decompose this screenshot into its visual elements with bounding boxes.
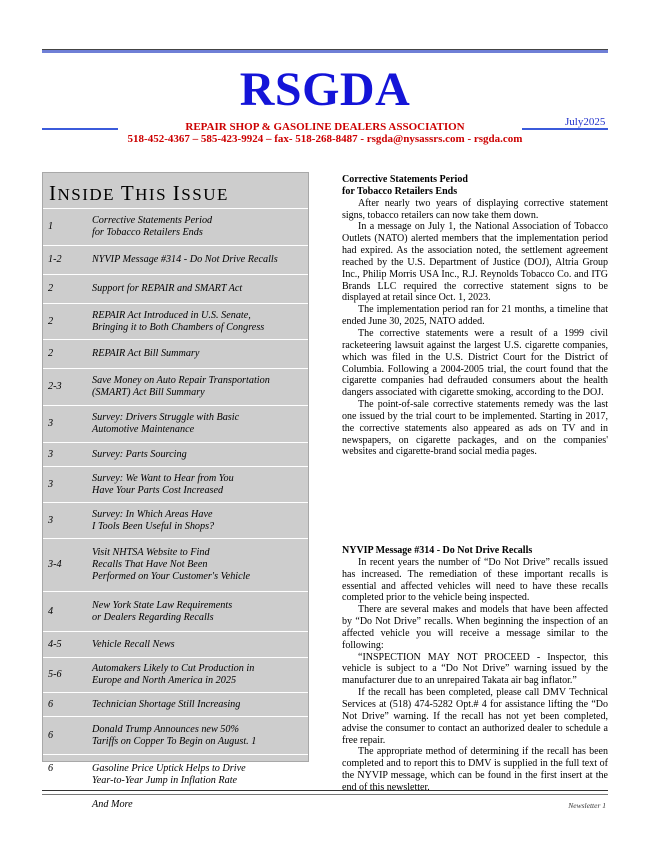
toc-item[interactable]: 2 Support for REPAIR and SMART Act [43,275,308,304]
article-corrective-statements [342,174,608,458]
toc-item[interactable]: 3 Survey: In Which Areas Have I Tools Been Useful in Shops? [43,503,308,539]
toc-item[interactable]: 6 Donald Trump Announces new 50% Tariffs on Copper To Begin on August. 1 [43,717,308,755]
issue-date: July2025 [565,116,606,128]
toc-item[interactable]: 2 REPAIR Act Introduced in U.S. Senate, Bringing it to Both Chambers of Congress [43,304,308,340]
toc-item[interactable]: 4-5 Vehicle Recall News [43,632,308,658]
toc-item[interactable]: 2-3 Save Money on Auto Repair Transportation (SMART) Act Bill Summary [43,369,308,406]
toc-item[interactable]: 6 Technician Shortage Still Increasing [43,693,308,717]
inside-this-issue-box [42,172,309,810]
article-paragraph: There are several makes and models that have been affected by “Do Not Drive” recalls. When beginning the inspection of an affected vehicle you will receive a message similar to the following: [342,604,608,651]
article-paragraph: The appropriate method of determining if the recall has been completed and to report this to DMV is supplied in the full text of the NYVIP message, which can be found in the first insert at the end of this newsletter. [342,746,608,793]
toc-item[interactable]: 3 Survey: Drivers Struggle with Basic Automotive Maintenance [43,406,308,443]
contact-line: 518-452-4367 – 585-423-9924 – fax- 518-268-8487 - rsgda@nysassrs.com - rsgda.com [127,133,523,145]
article-paragraph: In recent years the number of “Do Not Drive” recalls issued has increased. The remediation of these important recalls is essential and affected vehicles will need to have these recalls completed prior to the vehicle being inspected. [342,556,608,604]
bottom-rule [42,790,608,795]
toc-item[interactable]: 3-4 Visit NHTSA Website to Find Recalls That Have Not Been Performed on Your Customer's Vehicle [43,539,308,592]
toc-item[interactable]: 1 Corrective Statements Period for Tobacco Retailers Ends [43,209,308,246]
article-title: NYVIP Message #314 - Do Not Drive Recalls [342,545,533,556]
article-paragraph: In a message on July 1, the National Association of Tobacco Outlets (NATO) alerted members that the implementation period had expired. As the association noted, the settlement agreement reached by the U.S. Department of Justice (DOJ), Altria Group Inc., Philip Morris USA Inc., R.J. Reynolds Tobacco Co. and ITG Brands LLC required the corrective statement signs to be displayed at retail since Oct. 1, 2023. [342,221,608,304]
association-name: REPAIR SHOP & GASOLINE DEALERS ASSOCIATION [185,121,465,133]
article-paragraph: If the recall has been completed, please call DMV Technical Services at (518) 474-5282 Opt.# 4 for assistance lifting the “Do Not Drive” warning. If the recall has not yet been completed, advise the consumer to contact an authorized dealer to schedule a free repair. [342,687,608,746]
top-rule [42,49,608,53]
article-paragraph: The point-of-sale corrective statements remedy was the last one issued by the trial court to be implemented. Starting in 2017, the corrective statements also appeared as ads on TV and in newspapers, on cigarette packages, and on the companies' websites and cigarette-brand social media pages. [342,399,608,458]
article-paragraph: After nearly two years of displaying corrective statement signs, tobacco retailers can now take them down. [342,197,608,221]
masthead-title: RSGDA [239,63,411,116]
article-paragraph: The corrective statements were a result of a 1999 civil racketeering lawsuit against the largest U.S. cigarette companies, which was filed in the U.S. District Court for the District of Columbia. Following a 2004-2005 trial, the court found that the cigarette companies had defrauded consumers about the health dangers associated with cigarette smoking, according to the DOJ. [342,327,608,399]
toc-item[interactable]: 2 REPAIR Act Bill Summary [43,340,308,369]
article-paragraph: The implementation period ran for 21 months, a timeline that ended June 30, 2025, NATO added. [342,304,608,328]
article-title: Corrective Statements Period for Tobacco Retailers Ends [342,174,468,197]
toc-heading: INSIDE THIS ISSUE [43,173,308,209]
toc-item[interactable]: 3 Survey: Parts Sourcing [43,443,308,467]
page-footer: Newsletter 1 [568,801,606,810]
toc-item[interactable]: 3 Survey: We Want to Hear from You Have Your Parts Cost Increased [43,467,308,503]
toc-item[interactable]: 4 New York State Law Requirements or Dealers Regarding Recalls [43,592,308,632]
toc-item[interactable]: 6 Gasoline Price Uptick Helps to Drive Year-to-Year Jump in Inflation Rate And More [48,763,246,810]
article-paragraph: “INSPECTION MAY NOT PROCEED - Inspector, this vehicle is subject to a “Do Not Drive” warning issued by the manufacturer due to an unrepaired Takata air bag inflator.” [342,651,608,687]
toc-item[interactable]: 5-6 Automakers Likely to Cut Production in Europe and North America in 2025 [43,658,308,693]
article-nyvip-message [342,545,608,794]
toc-item[interactable]: 1-2 NYVIP Message #314 - Do Not Drive Recalls [43,246,308,275]
